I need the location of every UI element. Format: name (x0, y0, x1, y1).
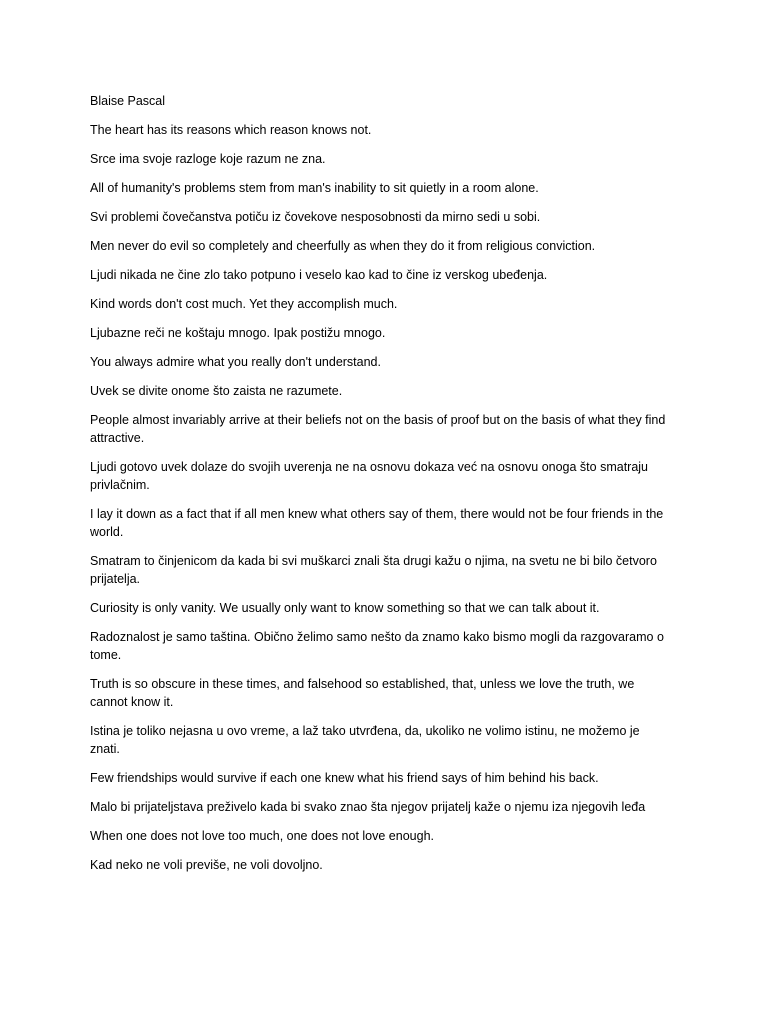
quote-paragraph: Uvek se divite onome što zaista ne razumete. (90, 384, 343, 398)
quote-paragraph: Few friendships would survive if each one knew what his friend says of him behind his back. (90, 771, 599, 785)
quote-paragraph: Truth is so obscure in these times, and falsehood so established, that, unless we love the truth, we cannot know it. (90, 677, 635, 709)
quote-paragraph: Istina je toliko nejasna u ovo vreme, a laž tako utvrđena, da, ukoliko ne volimo istinu, ne možemo je znati. (90, 724, 640, 756)
quote-paragraph: People almost invariably arrive at their beliefs not on the basis of proof but on the basis of what they find attractive. (90, 413, 666, 445)
quote-paragraph: Svi problemi čovečanstva potiču iz čovekove nesposobnosti da mirno sedi u sobi. (90, 210, 541, 224)
quote-paragraph: I lay it down as a fact that if all men knew what others say of them, there would not be four friends in the world. (90, 507, 664, 539)
quote-paragraph: Smatram to činjenicom da kada bi svi muškarci znali šta drugi kažu o njima, na svetu ne bi bilo četvoro prijatelja. (90, 554, 657, 586)
quote-paragraph: Ljudi gotovo uvek dolaze do svojih uverenja ne na osnovu dokaza već na osnovu onoga što smatraju privlačnim. (90, 460, 649, 492)
document-title: Blaise Pascal (90, 94, 166, 108)
quote-paragraph: You always admire what you really don't understand. (90, 355, 381, 369)
quote-paragraph: When one does not love too much, one does not love enough. (90, 829, 434, 843)
quote-paragraph: Radoznalost je samo taština. Obično želimo samo nešto da znamo kako bismo mogli da razgovaramo o tome. (90, 630, 664, 662)
quote-paragraph: All of humanity's problems stem from man's inability to sit quietly in a room alone. (90, 181, 539, 195)
quote-paragraph: Curiosity is only vanity. We usually only want to know something so that we can talk about it. (90, 601, 600, 615)
quote-paragraph: Srce ima svoje razloge koje razum ne zna. (90, 152, 326, 166)
quote-paragraph: Ljudi nikada ne čine zlo tako potpuno i veselo kao kad to čine iz verskog ubeđenja. (90, 268, 548, 282)
quote-paragraph: Malo bi prijateljstava preživelo kada bi svako znao šta njegov prijatelj kaže o njemu iza njegovih leđa (90, 800, 646, 814)
document-page (90, 92, 668, 885)
quote-paragraph: Men never do evil so completely and cheerfully as when they do it from religious conviction. (90, 239, 596, 253)
quote-paragraph: Kind words don't cost much. Yet they accomplish much. (90, 297, 398, 311)
quote-paragraph: The heart has its reasons which reason knows not. (90, 123, 372, 137)
quote-paragraph: Ljubazne reči ne koštaju mnogo. Ipak postižu mnogo. (90, 326, 386, 340)
quote-paragraph: Kad neko ne voli previše, ne voli dovoljno. (90, 858, 323, 872)
